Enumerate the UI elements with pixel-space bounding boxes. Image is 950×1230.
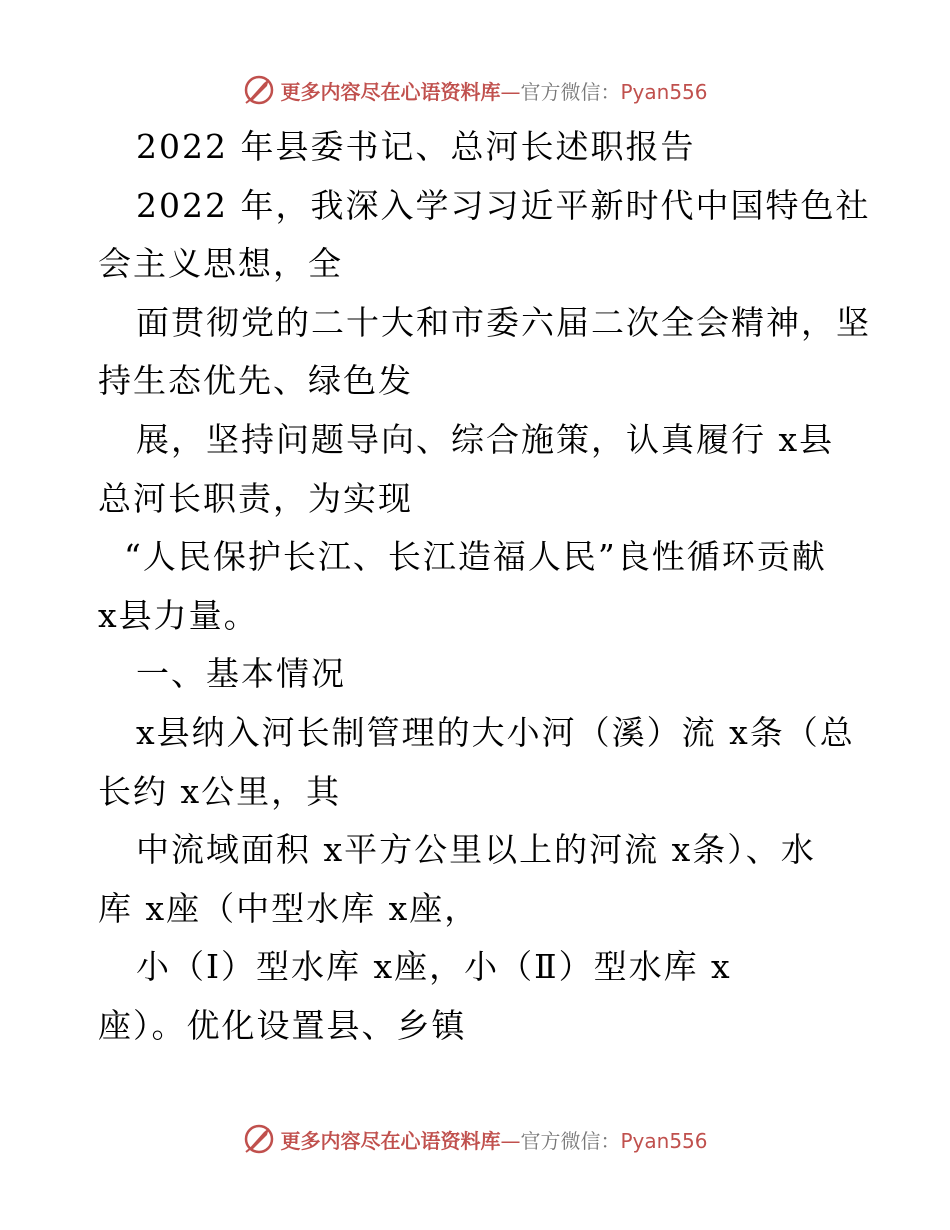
paragraph-line: 会主义思想，全 [98,244,343,284]
watermark-suffix: 官方微信： [520,1128,621,1153]
section-heading: 一、基本情况 [136,654,346,694]
paragraph-line: 库 x座（中型水库 x座， [98,888,480,928]
paragraph-line: 小（Ⅰ）型水库 x座，小（Ⅱ）型水库 x [136,947,732,987]
paragraph-line: 座）。优化设置县、乡镇 [98,1005,467,1045]
watermark-separator: — [500,1128,521,1153]
watermark-suffix: 官方微信： [520,79,621,104]
paragraph-line: 面贯彻党的二十大和市委六届二次全会精神，坚 [136,302,871,342]
quill-pen-logo-icon [242,1122,276,1156]
watermark-text [280,1125,707,1154]
header-watermark [0,70,950,110]
paragraph-line: 长约 x公里，其 [98,771,342,811]
paragraph-line: x县纳入河长制管理的大小河（溪）流 x条（总 [136,712,855,752]
watermark-account: Pyan556 [620,1128,708,1153]
paragraph-line: x县力量。 [98,595,259,635]
watermark-text [280,76,707,105]
paragraph-line: 持生态优先、绿色发 [98,361,413,401]
document-body [98,118,871,1056]
paragraph-line: 总河长职责，为实现 [98,478,413,518]
footer-watermark [0,1119,950,1159]
watermark-brand: 更多内容尽在心语资料库 [280,79,501,104]
quill-pen-logo-icon [242,73,276,107]
document-title: 2022 年县委书记、总河长述职报告 [136,127,696,166]
paragraph-line: 展，坚持问题导向、综合施策，认真履行 x县 [136,419,835,459]
paragraph-line: “人民保护长江、长江造福人民”良性循环贡献 [124,537,827,577]
watermark-brand: 更多内容尽在心语资料库 [280,1128,501,1153]
watermark-account: Pyan556 [620,79,708,104]
paragraph-line: 中流域面积 x平方公里以上的河流 x条）、水 [136,830,816,870]
paragraph-line: 2022 年，我深入学习习近平新时代中国特色社 [136,185,871,225]
watermark-separator: — [500,79,521,104]
